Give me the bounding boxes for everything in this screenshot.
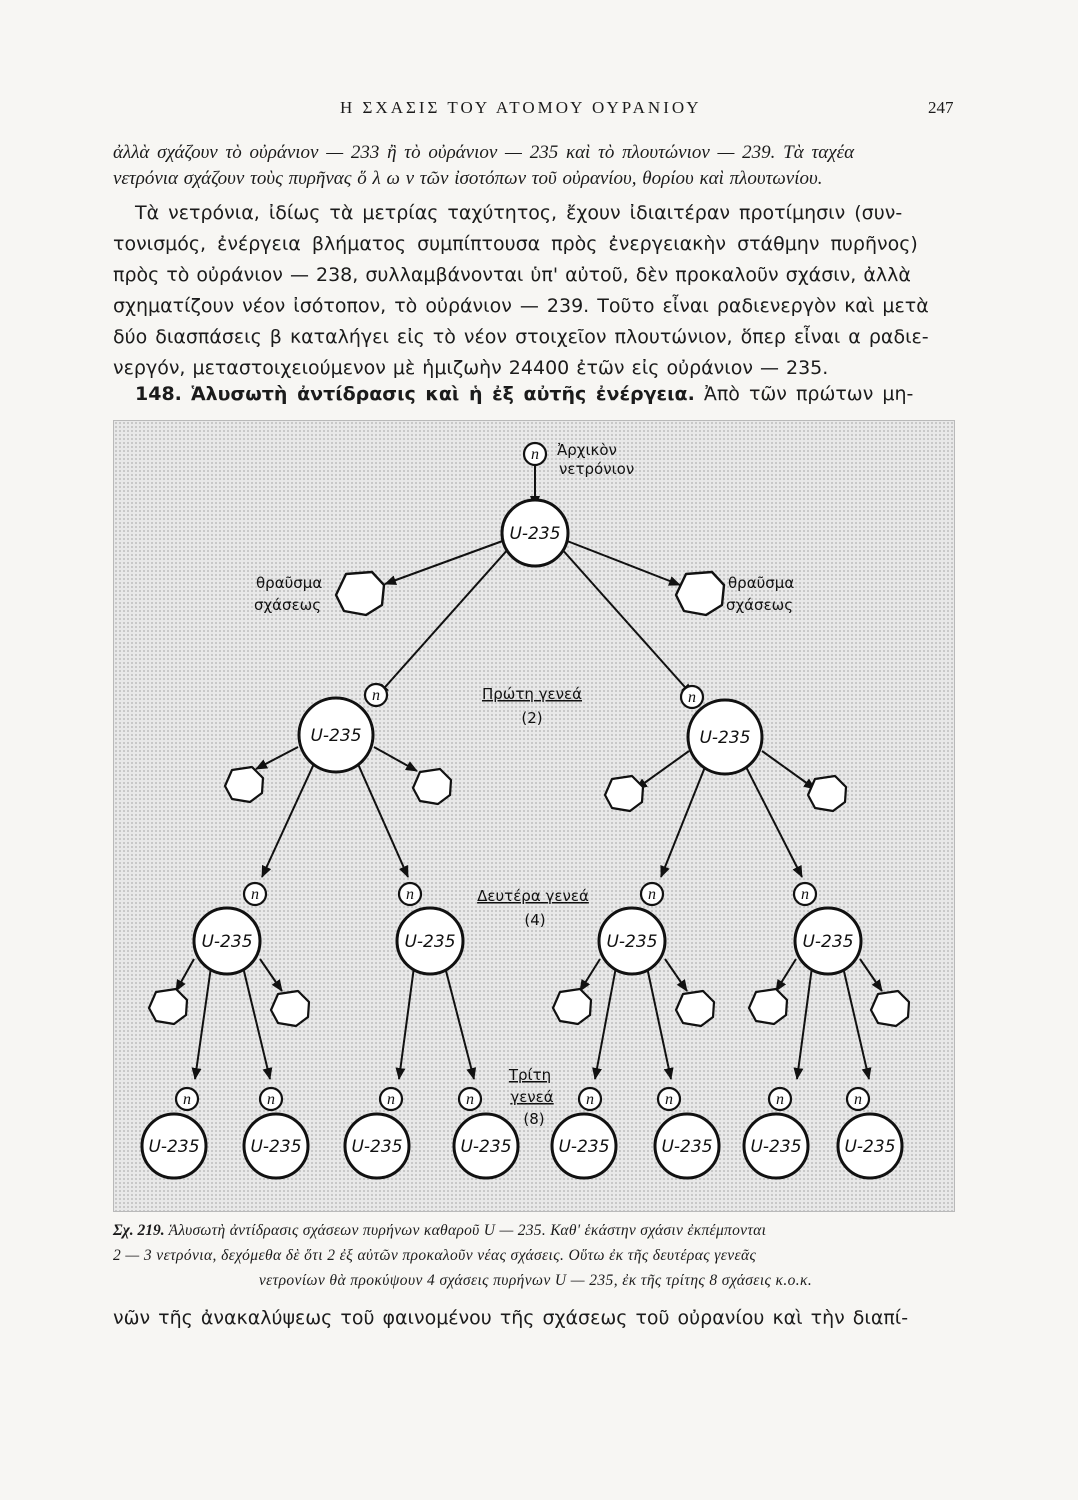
nucleus-label: U-235	[699, 728, 751, 748]
fragment-label: σχάσεως	[254, 596, 322, 614]
neutron-symbol: n	[648, 886, 656, 903]
neutron-symbol: n	[854, 1091, 862, 1108]
fragment-label: σχάσεως	[726, 596, 794, 614]
neutron-symbol: n	[586, 1091, 594, 1108]
generation-label: Πρώτη γενεά	[481, 685, 583, 703]
paragraph-line: νεργόν, μεταστοιχειούμενον μὲ ἡμιζωὴν 24400 ἐτῶν εἰς οὐράνιον — 235.	[113, 357, 829, 379]
chain-reaction-figure	[113, 420, 955, 1212]
section-lead-text: Ἀπὸ τῶν πρώτων μη-	[703, 383, 914, 405]
body-paragraph	[113, 198, 956, 384]
running-head	[0, 98, 1078, 122]
figure-caption	[113, 1218, 958, 1293]
nucleus-label: U-235	[460, 1137, 512, 1157]
paragraph-line: τονισμός, ἐνέργεια βλήματος συμπίπτουσα πρὸς ἐνεργειακὴν στάθμην πυρῆνος)	[113, 233, 918, 255]
neutron-symbol: n	[183, 1091, 191, 1108]
nucleus-label: U-235	[351, 1137, 403, 1157]
neutron-symbol: n	[776, 1091, 784, 1108]
neutron-symbol: n	[466, 1091, 474, 1108]
fission-fragment-icon	[749, 989, 787, 1024]
nucleus-label: U-235	[201, 932, 253, 952]
fission-fragment-icon	[553, 989, 591, 1024]
section-number: 148.	[135, 383, 182, 405]
fission-fragment-icon	[676, 572, 724, 615]
fission-fragment-icon	[676, 991, 714, 1026]
neutron-symbol: n	[372, 687, 380, 704]
fission-fragment-icon	[871, 991, 909, 1026]
neutron-symbol: n	[267, 1091, 275, 1108]
initial-neutron-label: Ἀρχικὸν	[557, 441, 617, 459]
intro-line: ἀλλὰ σχάζουν τὸ οὐράνιον — 233 ἢ τὸ οὐράνιον — 235 καὶ τὸ πλουτώνιον — 239. Τὰ ταχέα	[113, 142, 855, 163]
nucleus-label: U-235	[661, 1137, 713, 1157]
fission-fragment-icon	[271, 991, 309, 1026]
fission-fragment-icon	[225, 767, 263, 802]
section-heading-line	[113, 379, 978, 409]
paragraph-line: δύο διασπάσεις β καταλήγει εἰς τὸ νέον στοιχεῖον πλουτώνιον, ὅπερ εἶναι α ραδιε-	[113, 326, 929, 348]
generation-label: Δευτέρα γενεά	[477, 887, 589, 905]
nucleus-label: U-235	[844, 1137, 896, 1157]
neutron-symbol: n	[801, 886, 809, 903]
intro-line: νετρόνια σχάζουν τοὺς πυρῆνας ὅ λ ω ν τῶν ἰσοτόπων τοῦ οὐρανίου, θορίου καὶ πλουτωνίου.	[113, 168, 823, 189]
neutron-symbol: n	[406, 886, 414, 903]
fission-fragment-icon	[605, 776, 643, 811]
neutron-symbol: n	[688, 689, 696, 706]
nucleus-label: U-235	[750, 1137, 802, 1157]
nucleus-label: U-235	[509, 524, 561, 544]
fragment-label: θραῦσμα	[728, 574, 795, 592]
nucleus-label: U-235	[606, 932, 658, 952]
generation-count: (2)	[521, 709, 543, 727]
fission-fragment-icon	[808, 776, 846, 811]
caption-line	[113, 1218, 958, 1243]
generation-label: γενεά	[510, 1088, 554, 1106]
neutron-symbol: n	[665, 1091, 673, 1108]
neutron-symbol: n	[251, 886, 259, 903]
nucleus-label: U-235	[404, 932, 456, 952]
paragraph-line: πρὸς τὸ οὐράνιον — 238, συλλαμβάνονται ὑπ' αὐτοῦ, δὲν προκαλοῦν σχάσιν, ἀλλὰ	[113, 264, 911, 286]
chain-reaction-diagram	[114, 421, 954, 1211]
nucleus-label: U-235	[802, 932, 854, 952]
caption-label: Σχ. 219.	[113, 1222, 165, 1239]
caption-text: Ἁλυσωτὴ ἀντίδρασις σχάσεων πυρήνων καθαροῦ U — 235. Καθ' ἑκάστην σχάσιν ἐκπέμπονται	[168, 1222, 767, 1239]
nucleus-label: U-235	[250, 1137, 302, 1157]
paragraph-line: σχηματίζουν νέον ἰσότοπον, τὸ οὐράνιον — 239. Τοῦτο εἶναι ραδιενεργὸν καὶ μετὰ	[113, 295, 929, 317]
generation-count: (8)	[523, 1110, 545, 1128]
nucleus-label: U-235	[558, 1137, 610, 1157]
caption-line: 2 — 3 νετρόνια, δεχόμεθα δὲ ὅτι 2 ἐξ αὐτῶν προκαλοῦν νέας σχάσεις. Οὕτω ἐκ τῆς δευτέρας γενεᾶς	[113, 1247, 757, 1264]
fission-fragment-icon	[336, 572, 384, 615]
fragment-shapes	[149, 572, 909, 1026]
section-heading: Ἁλυσωτὴ ἀντίδρασις καὶ ἡ ἐξ αὐτῆς ἐνέργεια.	[190, 383, 695, 405]
continuation-line: νῶν τῆς ἀνακαλύψεως τοῦ φαινομένου τῆς σχάσεως τοῦ οὐρανίου καὶ τὴν διαπί-	[113, 1307, 909, 1329]
initial-neutron-label: νετρόνιον	[559, 460, 635, 478]
intro-text	[113, 140, 956, 192]
fission-fragment-icon	[413, 769, 451, 804]
nucleus-label: U-235	[148, 1137, 200, 1157]
paragraph-line: Τὰ νετρόνια, ἰδίως τὰ μετρίας ταχύτητος, ἔχουν ἰδιαιτέραν προτίμησιν (συν-	[135, 202, 903, 224]
neutron-symbol: n	[531, 446, 539, 463]
neutron-symbol: n	[387, 1091, 395, 1108]
fission-fragment-icon	[149, 989, 187, 1024]
caption-line: νετρονίων θὰ προκύψουν 4 σχάσεις πυρήνων U — 235, ἐκ τῆς τρίτης 8 σχάσεις κ.ο.κ.	[258, 1272, 813, 1289]
running-title: Η ΣΧΑΣΙΣ ΤΟΥ ΑΤΟΜΟΥ ΟΥΡΑΝΙΟΥ	[340, 98, 702, 117]
page-number: 247	[928, 98, 954, 117]
fragment-label: θραῦσμα	[256, 574, 323, 592]
generation-label: Τρίτη	[508, 1066, 552, 1084]
nucleus-label: U-235	[310, 726, 362, 746]
generation-count: (4)	[524, 911, 546, 929]
